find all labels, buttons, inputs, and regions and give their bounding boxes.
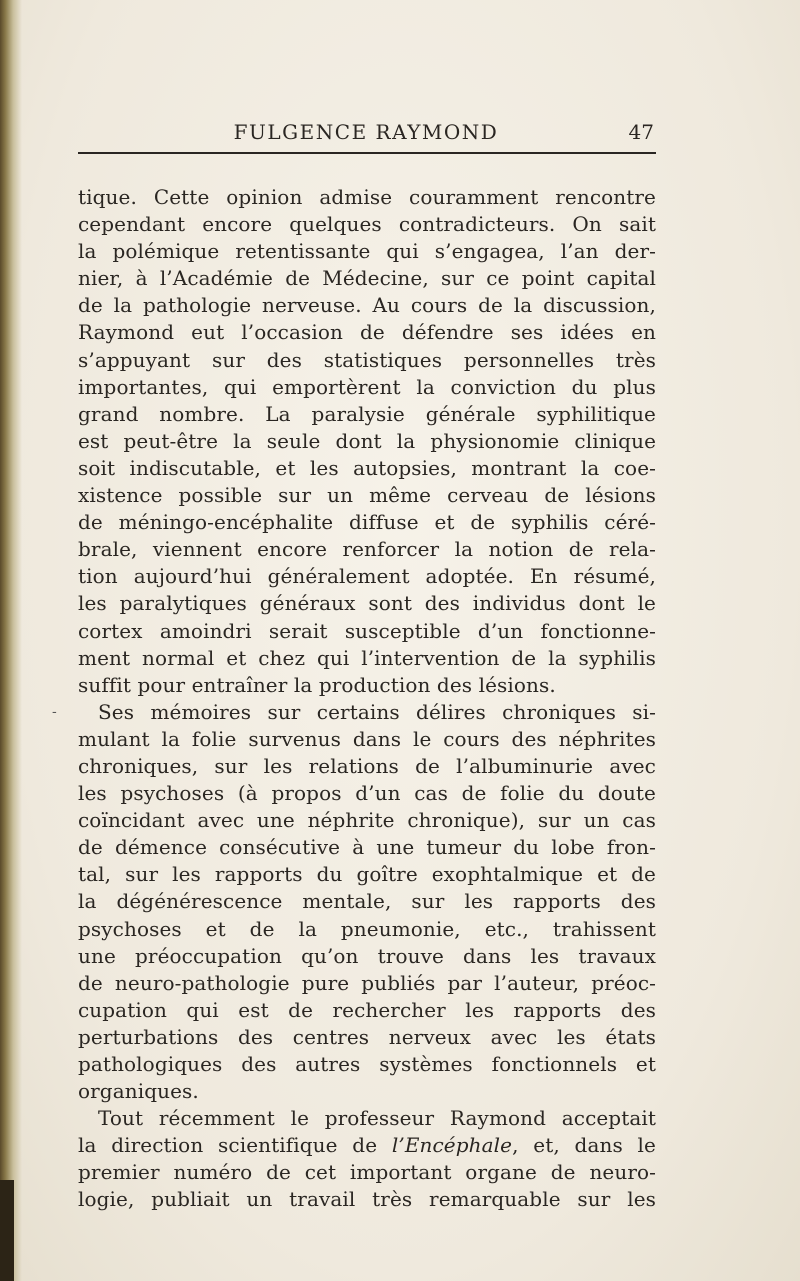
text-line: de neuro-pathologie pure publiés par l’auteur, préoc- (78, 970, 656, 995)
body-text (78, 184, 656, 1214)
text-line: de méningo-encéphalite diffuse et de syphilis céré- (78, 510, 656, 535)
text-line: suffit pour entraîner la production des lésions. (78, 672, 556, 697)
text-line: nier, à l’Académie de Médecine, sur ce point capital (78, 266, 656, 291)
text-line: les paralytiques généraux sont des individus dont le (78, 591, 656, 616)
running-title: FULGENCE RAYMOND (233, 120, 499, 144)
text-line: ment normal et chez qui l’intervention de la syphilis (78, 645, 656, 670)
header-rule (78, 152, 656, 154)
text-line: grand nombre. La paralysie générale syphilitique (78, 401, 656, 426)
journal-title: l’Encéphale (391, 1133, 513, 1158)
text-line: premier numéro de cet important organe de neuro- (78, 1160, 656, 1185)
text-line: tal, sur les rapports du goître exophtalmique et de (78, 862, 656, 887)
text-line: logie, publiait un travail très remarquable sur les (78, 1187, 656, 1212)
page-binding-edge (0, 0, 22, 1281)
text-line: psychoses et de la pneumonie, etc., trahissent (78, 916, 656, 941)
page-number: 47 (628, 120, 654, 144)
text-line: est peut-être la seule dont la physionomie clinique (78, 428, 656, 453)
text-line: de démence consécutive à une tumeur du lobe fron- (78, 835, 656, 860)
text-line: Raymond eut l’occasion de défendre ses idées en (78, 320, 656, 345)
running-head (78, 118, 654, 148)
text-segment: la direction scientifique de (78, 1133, 392, 1158)
text-line: la dégénérescence mentale, sur les rapports des (78, 889, 656, 914)
text-line: Ses mémoires sur certains délires chroniques si- (98, 699, 656, 724)
text-line: soit indiscutable, et les autopsies, montrant la coe- (78, 455, 656, 480)
text-line: coïncidant avec une néphrite chronique), sur un cas (78, 808, 656, 833)
text-line: mulant la folie survenus dans le cours des néphrites (78, 726, 656, 751)
text-line: chroniques, sur les relations de l’albuminurie avec (78, 753, 656, 778)
text-line: les psychoses (à propos d’un cas de folie du doute (78, 781, 656, 806)
text-line: cupation qui est de rechercher les rapports des (78, 997, 656, 1022)
text-line: une préoccupation qu’on trouve dans les travaux (78, 943, 656, 968)
text-line: cependant encore quelques contradicteurs. On sait (78, 212, 656, 237)
text-line: xistence possible sur un même cerveau de lésions (78, 483, 656, 508)
text-line: s’appuyant sur des statistiques personnelles très (78, 347, 656, 372)
margin-mark: - (52, 704, 57, 720)
text-line: Tout récemment le professeur Raymond acceptait (98, 1106, 656, 1131)
text-line: de la pathologie nerveuse. Au cours de la discussion, (78, 293, 656, 318)
text-line: importantes, qui emportèrent la conviction du plus (78, 374, 656, 399)
text-line: cortex amoindri serait susceptible d’un fonctionne- (78, 618, 656, 643)
text-line: brale, viennent encore renforcer la notion de rela- (78, 537, 656, 562)
page-binding-shadow (0, 1180, 14, 1281)
text-line: pathologiques des autres systèmes fonctionnels et (78, 1052, 656, 1076)
text-line: organiques. (78, 1079, 199, 1104)
text-line (78, 1132, 656, 1159)
text-line: la polémique retentissante qui s’engagea, l’an der- (78, 239, 656, 264)
text-line: tique. Cette opinion admise couramment rencontre (78, 185, 656, 209)
text-line: perturbations des centres nerveux avec les états (78, 1024, 656, 1049)
text-segment: , et, dans le (512, 1133, 656, 1158)
text-line: tion aujourd’hui généralement adoptée. En résumé, (78, 564, 656, 589)
